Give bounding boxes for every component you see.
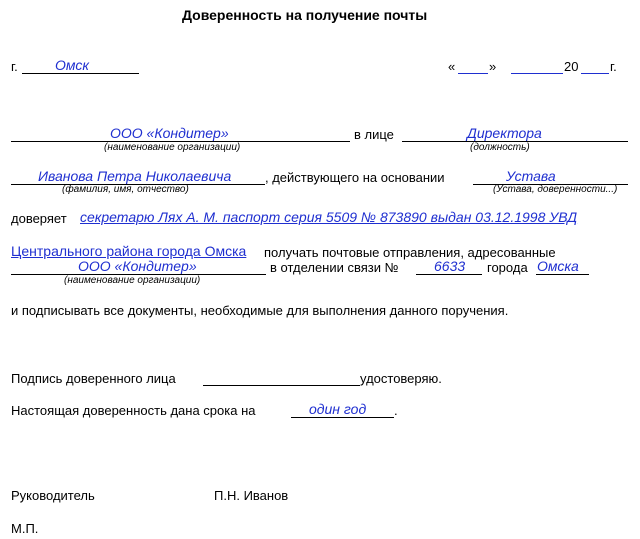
month-blank xyxy=(511,73,563,74)
stamp-label: М.П. xyxy=(11,521,39,536)
city2-underline xyxy=(536,274,589,275)
branch-number: 6633 xyxy=(434,258,466,274)
certify-text: удостоверяю. xyxy=(360,371,442,386)
person-caption: (фамилия, имя, отчество) xyxy=(62,184,189,195)
branch-underline xyxy=(416,274,482,275)
head-name: П.Н. Иванов xyxy=(214,488,289,503)
date-close-quote: » xyxy=(489,59,497,74)
org2-caption: (наименование организации) xyxy=(64,275,201,286)
city-underline xyxy=(22,73,139,74)
head-label: Руководитель xyxy=(11,488,95,503)
position-caption: (должность) xyxy=(470,142,530,153)
receive-text: получать почтовые отправления, адресованные xyxy=(264,245,556,260)
validity-label: Настоящая доверенность дана срока на xyxy=(11,403,256,418)
in-person-label: в лице xyxy=(354,127,394,142)
trusts-label: доверяет xyxy=(11,211,67,226)
org-name: ООО «Кондитер» xyxy=(110,125,229,141)
position-value: Директора xyxy=(467,125,542,141)
city-prefix: г. xyxy=(11,59,18,74)
city2-value: Омска xyxy=(537,258,579,274)
document-title: Доверенность на получение почты xyxy=(182,7,428,23)
date-open-quote: « xyxy=(448,59,456,74)
signature-label: Подпись доверенного лица xyxy=(11,371,176,386)
day-blank xyxy=(458,73,488,74)
year-suffix: г. xyxy=(610,59,617,74)
city-label: города xyxy=(487,260,528,275)
basis-caption: (Устава, доверенности...) xyxy=(493,184,618,195)
year-blank xyxy=(581,73,609,74)
issuer-authority: Центрального района города Омска xyxy=(11,243,247,259)
acting-label: , действующего на основании xyxy=(265,170,445,185)
year-prefix: 20 xyxy=(564,59,579,74)
validity-end: . xyxy=(394,403,398,418)
org2-name: ООО «Кондитер» xyxy=(78,258,197,274)
trustee-details: секретарю Лях А. М. паспорт серия 5509 № 873890 выдан 03.12.1998 УВД xyxy=(80,209,578,225)
branch-label: в отделении связи № xyxy=(270,260,399,275)
person-name: Иванова Петра Николаевича xyxy=(38,168,232,184)
validity-period: один год xyxy=(309,401,367,417)
basis-value: Устава xyxy=(506,168,556,184)
signature-underline xyxy=(203,385,360,386)
city-value: Омск xyxy=(55,57,89,73)
validity-underline xyxy=(291,417,394,418)
sign-documents-text: и подписывать все документы, необходимые для выполнения данного поручения. xyxy=(11,303,509,318)
org-caption: (наименование организации) xyxy=(104,142,241,153)
